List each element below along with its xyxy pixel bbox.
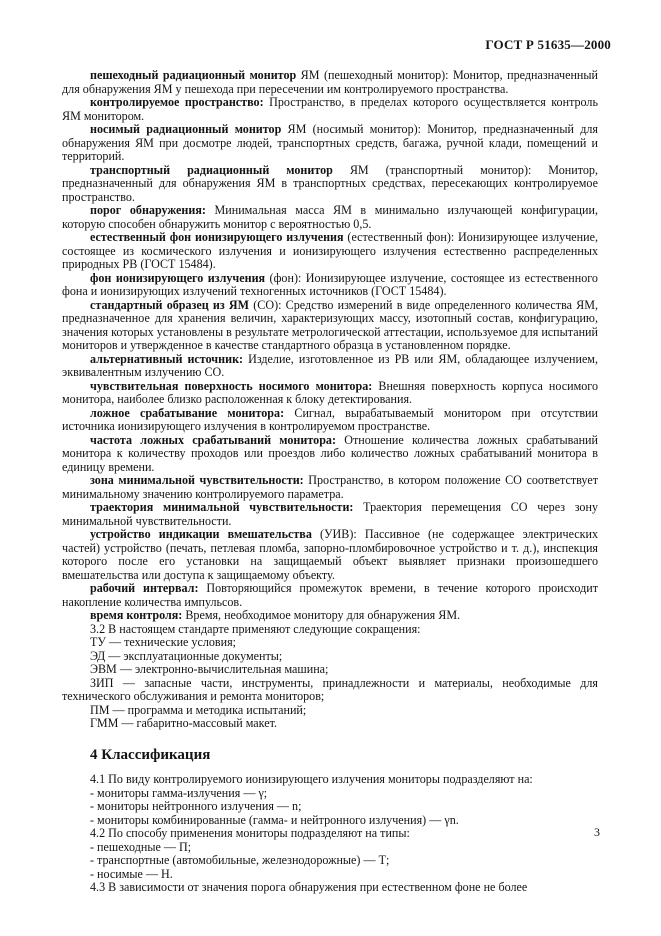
definition-term: ложное срабатывание монитора: [90,405,285,420]
abbreviation-item: ТУ — технические условия; [90,635,237,649]
definition-item [62,582,598,609]
definition-item [62,528,598,582]
definition-item [62,434,598,475]
standard-header: ГОСТ Р 51635—2000 [485,37,611,52]
definition-text: Повторяющийся промежуток времени, в течение которого происходит накопление количества импульсов. [62,581,598,609]
definition-item [62,609,598,623]
definition-term: контролируемое пространство: [90,95,264,109]
classification-item: - пешеходные — П; [90,839,192,854]
definition-text: Пространство, в пределах которого осуществляется контроль ЯМ монитором. [62,95,598,123]
abbreviations-list [62,636,598,731]
definitions-list [62,69,598,623]
page-number: 3 [594,825,600,839]
definition-item [62,164,598,205]
definition-term: чувствительная поверхность носимого монитора: [90,378,373,393]
definition-term: частота ложных срабатываний монитора: [90,432,336,447]
definition-item [62,123,598,164]
definition-term: время контроля: [90,608,183,622]
definition-text: (фон): Ионизирующее излучение, состоящее из естественного фона и ионизирующих излучений техногенных источников (ГОСТ 15484). [62,270,598,298]
definition-item [62,299,598,353]
definition-text: (УИВ): Пассивное (не содержащее электрических частей) устройство (печать, петлевая пломба, запорно-пломбировочное устройство и т. д.), инспекция которого после его установки на защищаемый объект выявляет признаки произошедшего вмешательства или доступа к защищаемому объекту. [62,527,598,582]
definition-term: пешеходный радиационный монитор [90,68,297,82]
definition-text: Сигнал, вырабатываемый монитором при отсутствии источника ионизирующего излучения в контролируемом пространстве. [62,405,599,433]
definition-term: рабочий интервал: [90,581,199,595]
definition-item [62,96,598,123]
abbrev-intro: 3.2 В настоящем стандарте применяют следующие сокращения: [90,621,421,636]
definition-item [62,231,598,272]
page-content [62,69,598,895]
definition-text: Траектория перемещения СО через зону минимальной чувствительности. [62,500,598,528]
classification-item: 4.3 В зависимости от значения порога обнаружения при естественном фоне не более [90,880,528,894]
abbreviation-item: ЭД — эксплуатационные документы; [90,648,283,663]
definition-item [62,380,598,407]
definition-text: ЯМ (транспортный монитор): Монитор, предназначенный для обнаружения ЯМ в транспортных средствах, пересекающих контролируемое пространство. [62,162,598,204]
section-title: 4 Классификация [90,746,211,763]
abbreviation-item: ЗИП — запасные части, инструменты, принадлежности и материалы, необходимые для технического обслуживания и ремонта мониторов; [62,675,598,703]
definition-text: (СО): Средство измерений в виде определенного количества ЯМ, предназначенное для хранения величин, характеризующих массу, изотопный состав, конфигурацию, значения которых установлены в результате метрологической аттестации, используемое для испытаний мониторов и утвержденное в качестве стандартного образца в установленном порядке. [62,297,599,352]
definition-term: устройство индикации вмешательства [90,527,312,541]
definition-text: ЯМ (пешеходный монитор): Монитор, предназначенный для обнаружения ЯМ у пешехода при пересечении им контролируемого пространства. [62,68,598,96]
classification-item: 4.1 По виду контролируемого ионизирующего излучения мониторы подразделяют на: [90,772,533,786]
definition-item [62,501,598,528]
definition-term: носимый радиационный монитор [90,122,282,136]
definition-item [62,353,598,380]
definition-item [62,474,598,501]
definition-term: стандартный образец из ЯМ [90,297,250,312]
definition-term: порог обнаружения: [90,203,206,217]
classification-item: 4.2 По способу применения мониторы подразделяют на типы: [90,826,410,840]
classification-list [62,773,598,895]
definition-text: Изделие, изготовленное из РВ или ЯМ, обладающее излучением, эквивалентным излучению СО. [62,351,598,379]
definition-item [62,69,598,96]
definition-text: Время, необходимое монитору для обнаружения ЯМ. [182,608,461,622]
classification-item: - мониторы нейтронного излучения — n; [90,799,302,813]
definition-term: транспортный радиационный монитор [90,162,333,177]
abbreviation-item: ПМ — программа и методика испытаний; [90,702,307,717]
abbreviation-item: ГММ — габаритно-массовый макет. [90,716,278,730]
definition-text: Минимальная масса ЯМ в минимально излучающей конфигурации, которую способен обнаружить монитор с вероятностью 0,5. [62,203,598,231]
definition-term: альтернативный источник: [90,351,244,366]
classification-item: - мониторы комбинированные (гамма- и нейтронного излучения) — γn. [90,812,459,827]
definition-text: Внешняя поверхность корпуса носимого монитора, наиболее близко расположенная к блоку детектирования. [62,378,598,406]
abbreviation-item: ЭВМ — электронно-вычислительная машина; [90,662,329,676]
definition-item [62,272,598,299]
definition-text: ЯМ (носимый монитор): Монитор, предназначенный для обнаружения ЯМ при досмотре людей, транспортных средств, багажа, ручной клади, помещений и территорий. [62,122,598,163]
definition-text: Пространство, в котором положение СО соответствует минимальному значению контролируемого параметра. [62,473,598,501]
definition-item [62,407,598,434]
definition-term: зона минимальной чувствительности: [90,473,304,487]
definition-term: фон ионизирующего излучения [90,270,266,285]
classification-item: - мониторы гамма-излучения — γ; [90,785,268,800]
classification-item: - транспортные (автомобильные, железнодорожные) — Т; [90,853,390,867]
definition-item [62,204,598,231]
definition-text: (естественный фон): Ионизирующее излучение, состоящее из космического излучения и ионизирующего излучения естественно распределенных природных РВ (ГОСТ 15484). [62,230,599,271]
classification-item: - носимые — Н. [90,866,173,881]
definition-term: траектория минимальной чувствительности: [90,500,354,514]
definition-text: Отношение количества ложных срабатываний монитора к количеству проходов или проездов либо количество ложных срабатываний монитора в единицу времени. [62,432,598,474]
definition-term: естественный фон ионизирующего излучения [90,230,344,244]
